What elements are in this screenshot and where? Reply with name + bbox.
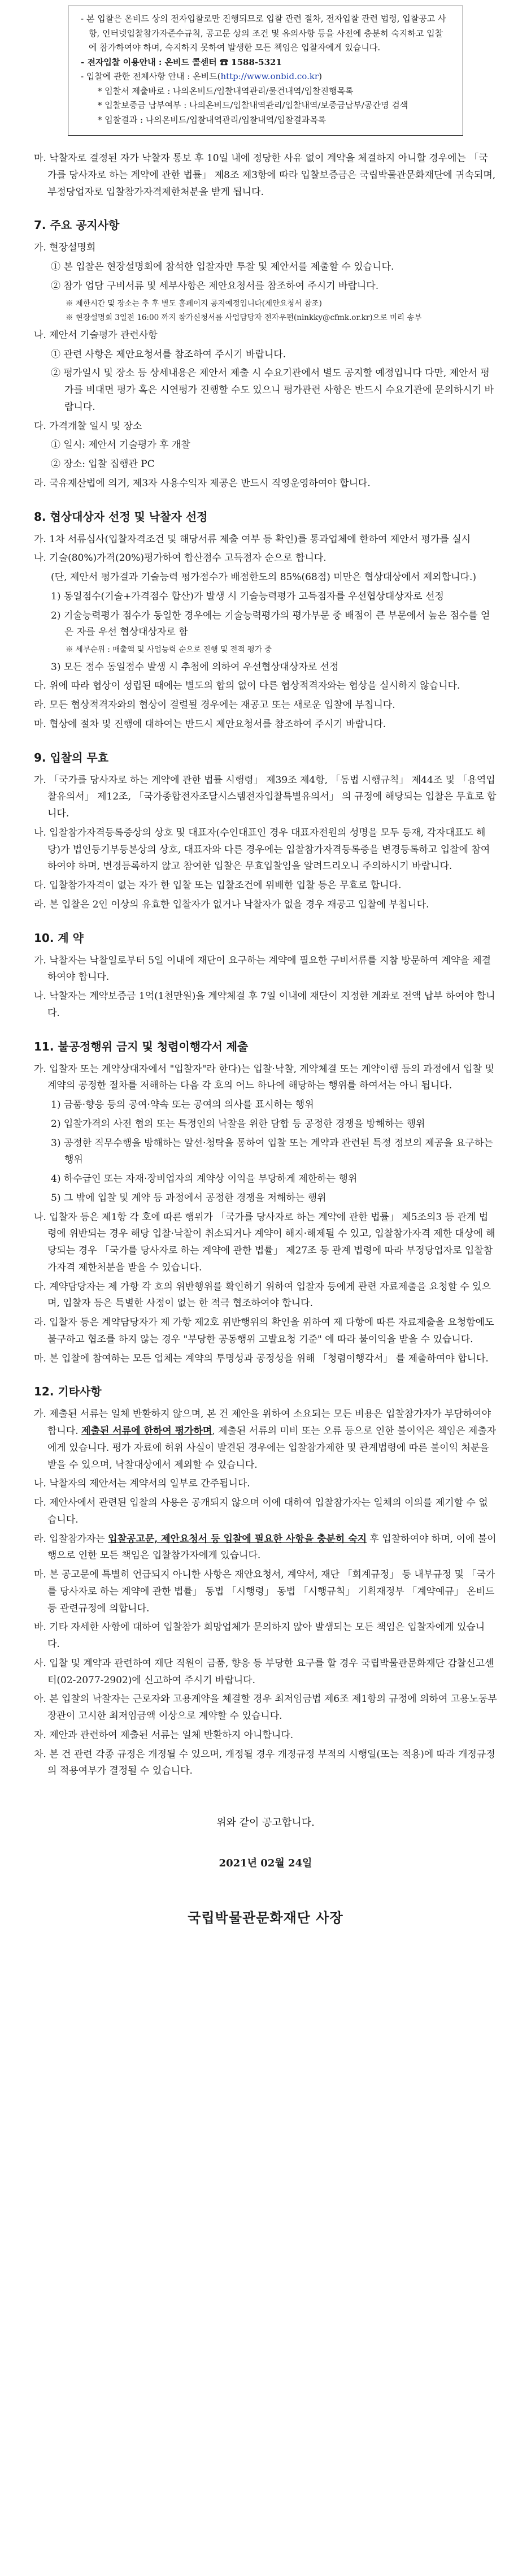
paragraph: 마. 낙찰자로 결정된 자가 낙찰자 통보 후 10일 내에 정당한 사유 없이 계약을 체결하지 아니할 경우에는 「국가를 당사자로 하는 계약에 관한 법률」 제8조 제3항에 따라 입찰보증금은 국립박물관문화재단에 귀속되며, 부정당업자로 입찰참가자격제한처분을 받게 됩니다.	[34, 153, 496, 198]
notice-sub-line: * 입찰결과 : 나의온비드/입찰내역관리/입찰내역/입찰결과목록	[98, 114, 327, 125]
paragraph: 가. 낙찰자는 낙찰일로부터 5일 이내에 재단이 요구하는 계약에 필요한 구비서류를 지참 방문하여 계약을 체결하여야 합니다.	[34, 954, 491, 983]
note: ※ 제한시간 및 장소는 추 후 별도 홈페이지 공지예정입니다(제안요청서 참조)	[66, 299, 322, 308]
paragraph: ① 관련 사항은 제안요청서를 참조하여 주시기 바랍니다.	[51, 348, 286, 360]
paragraph: 마. 본 입찰에 참여하는 모든 업체는 계약의 투명성과 공정성을 위해 「청렴이행각서」 를 제출하여야 합니다.	[34, 1352, 489, 1364]
paragraph: 라. 모든 협상적격자와의 협상이 결렬될 경우에는 재공고 또는 새로운 입찰에 부칩니다.	[34, 699, 395, 711]
paragraph: 2) 입찰가격의 사전 협의 또는 특정인의 낙찰을 위한 담합 등 공정한 경쟁을 방해하는 행위	[51, 1118, 425, 1130]
paragraph: 1) 동일점수(기술+가격점수 합산)가 발생 시 기술능력평가 고득점자를 우선협상대상자로 선정	[51, 590, 444, 602]
paragraph: 마. 본 공고문에 특별히 언급되지 아니한 사항은 재안요청서, 계약서, 재단 「회계규정」 등 내부규정 및 「국가를 당사자로 하는 계약에 관한 법률」 동법 「시행령」 동법 「시행규칙」 기획재정부 「계약예규」 온비드 등 관련규정에 의합니다.	[34, 1569, 495, 1614]
paragraph: 나. 기술(80%)가격(20%)평가하여 합산점수 고득점자 순으로 합니다.	[34, 552, 327, 564]
text-run: 후 입찰하여야 하며, 이에 불이행으로 인한 모든 책임은 입찰참가자에게 있습니다.	[47, 1533, 497, 1562]
paragraph: 가. 현장설명회	[34, 242, 96, 254]
paragraph	[34, 1531, 497, 1565]
closing-statement: 위와 같이 공고합니다.	[216, 1817, 315, 1829]
paragraph: ① 일시: 제안서 기술평가 후 개찰	[51, 439, 190, 451]
paragraph: 1) 금품·향응 등의 공여·약속 또는 공여의 의사를 표시하는 행위	[51, 1099, 314, 1111]
paragraph: 나. 낙찰자의 제안서는 계약서의 일부로 간주됩니다.	[34, 1478, 250, 1490]
paragraph: 다. 계약담당자는 제 가항 각 호의 위반행위를 확인하기 위하여 입찰자 등에게 관련 자료제출을 요청할 수 있으며, 입찰자 등은 특별한 사정이 없는 한 적극 협조하여야 합니다.	[34, 1281, 491, 1309]
paragraph: 가. 입찰자 또는 계약상대자에서 "입찰자"라 한다)는 입찰·낙찰, 계약체결 또는 계약이행 등의 과정에서 입찰 및 계약의 공정한 절차를 저해하는 다음 각 호의 어느 하나에 해당하는 행위를 하여서는 아니 됩니다.	[34, 1063, 494, 1092]
paragraph: 나. 입찰참가자격등록증상의 상호 및 대표자(수인대표인 경우 대표자전원의 성명을 모두 등재, 각자대표도 해당)가 법인등기부등본상의 상호, 대표자와 다른 경우에는 입찰참가자격등록증을 변경등록하고 입찰에 참여하여야 하며, 변경등록하지 않고 참여한 입찰은 무효입찰임을 알려드리오니 주의하시기 바랍니다.	[34, 827, 490, 872]
paragraph: 나. 입찰자 등은 제1항 각 호에 따른 행위가 「국가를 당사자로 하는 계약에 관한 법률」 제5조의3 등 관계 법령에 위반되는 경우 해당 입찰·낙찰이 취소되거나 계약이 해지·해제될 수 있고, 입찰참가자격 제한 대상에 해당되는 경우 「국가를 당사자로 하는 계약에 관한 법률」 제27조 등 관계 법령에 따라 부정당업자로 입찰참가자격 제한처분을 받을 수 있습니다.	[34, 1211, 495, 1273]
section-title: 7. 주요 공지사항	[34, 218, 120, 232]
onbid-link[interactable]: http://www.onbid.co.kr	[220, 71, 319, 81]
paragraph: (단, 제안서 평가결과 기술능력 평가점수가 배점한도의 85%(68점) 미만은 협상대상에서 제외합니다.)	[51, 572, 477, 583]
paragraph: 다. 제안사에서 관련된 입찰의 사용은 공개되지 않으며 이에 대하여 입찰참가자는 일체의 이의를 제기할 수 없습니다.	[34, 1497, 488, 1525]
paragraph: 2) 기술능력평가 점수가 동일한 경우에는 기술능력평가의 평가부문 중 배점이 큰 부문에서 높은 점수를 얻은 자를 우선 협상대상자로 함	[51, 610, 490, 638]
section-title: 11. 불공정행위 금지 및 청렴이행각서 제출	[34, 1039, 249, 1053]
section-title: 9. 입찰의 무효	[34, 750, 109, 764]
paragraph: 다. 위에 따라 협상이 성립된 때에는 별도의 합의 없이 다른 협상적격자와는 협상을 실시하지 않습니다.	[34, 680, 460, 692]
paragraph: 아. 본 입찰의 낙찰자는 근로자와 고용계약을 체결할 경우 최저임금법 제6조 제1항의 규정에 의하여 고용노동부 장관이 고시한 최저임금액 이상으로 계약할 수 있습니다.	[34, 1693, 497, 1722]
signer-title: 국립박물관문화재단 사장	[188, 1909, 343, 1926]
paragraph: 가. 1차 서류심사(입찰자격조건 및 해당서류 제출 여부 등 확인)를 통과업체에 한하여 제안서 평가를 실시	[34, 533, 471, 545]
notice-date: 2021년 02월 24일	[219, 1857, 312, 1869]
paragraph: 다. 가격개찰 일시 및 장소	[34, 420, 142, 432]
notice-line-onbid-text: - 입찰에 관한 전체사항 안내 : 온비드(	[81, 71, 221, 81]
emphasis-text: 제출된 서류에 한하여 평가하며	[81, 1425, 212, 1437]
notice-line-onbid-end: )	[319, 71, 322, 81]
paragraph: ② 평가일시 및 장소 등 상세내용은 제안서 제출 시 수요기관에서 별도 공지할 예정입니다 다만, 제안서 평가를 비대면 평가 혹은 시연평가 진행할 수도 있으니 평가관련 사항은 반드시 수요기관에 문의하시기 바랍니다.	[51, 368, 494, 413]
paragraph: ② 참가 업담 구비서류 및 세부사항은 제안요청서를 참조하여 주시기 바랍니다.	[51, 280, 379, 292]
paragraph: 가. 「국가를 당사자로 하는 계약에 관한 법률 시행령」 제39조 제4항, 「동법 시행규칙」 제44조 및 「용역입찰유의서」 제12조, 「국가종합전자조달시스템전자입찰특별유의서」 의 규정에 해당되는 입찰은 무효로 합니다.	[34, 774, 497, 820]
notice-line: - 본 입찰은 온비드 상의 전자입찰로만 진행되므로 입찰 관련 절차, 전자입찰 관련 법령, 입찰공고 사항, 인터넷입찰참가자준수규칙, 공고문 상의 조건 및 유의사항 등을 사전에 충분히 숙지하고 입찰에 참가하여야 하며, 숙지하지 못하여 발생한 모든 책임은 입찰자에게 있습니다.	[81, 14, 446, 53]
paragraph: 3) 모든 점수 동일점수 발생 시 추첨에 의하여 우선협상대상자로 선정	[51, 661, 339, 673]
section-title: 8. 협상대상자 선정 및 낙찰자 선정	[34, 509, 208, 524]
paragraph: 라. 본 입찰은 2인 이상의 유효한 입찰자가 없거나 낙찰자가 없을 경우 재공고 입찰에 부칩니다.	[34, 898, 429, 910]
notice-sub-line: * 입찰보증금 납부여부 : 나의온비드/입찰내역관리/입찰내역/보증금납부/공간명 검색	[98, 100, 408, 110]
note: ※ 현장설명회 3일전 16:00 까지 참가신청서를 사업담당자 전자우편(ninkky@cfmk.or.kr)으로 미리 송부	[66, 313, 422, 323]
paragraph: ② 장소: 입찰 집행관 PC	[51, 459, 155, 470]
paragraph: 3) 공정한 직무수행을 방해하는 알선·청탁을 통하여 입찰 또는 계약과 관련된 특정 정보의 제공을 요구하는 행위	[51, 1137, 493, 1166]
onbid-notice-box	[68, 6, 463, 136]
section-title: 10. 계 약	[34, 931, 84, 945]
paragraph: 나. 낙찰자는 계약보증금 1억(1천만원)을 계약체결 후 7일 이내에 재단이 지정한 계좌로 전액 납부 하여야 합니다.	[34, 991, 495, 1019]
notice-sub-line: * 입찰서 제출바로 : 나의온비드/입찰내역관리/물건내역/입찰진행목록	[98, 85, 354, 96]
paragraph: 자. 제안과 관련하여 제출된 서류는 일체 반환하지 아니합니다.	[34, 1729, 294, 1741]
paragraph: 4) 하수급인 또는 자재·장비업자의 계약상 이익을 부당하게 제한하는 행위	[51, 1173, 358, 1185]
paragraph: 라. 국유재산법에 의거, 제3자 사용수익자 제공은 반드시 직영운영하여야 합니다.	[34, 477, 371, 489]
paragraph	[34, 1406, 497, 1473]
notice-line-onbid	[81, 70, 450, 84]
section-title: 12. 기타사항	[34, 1385, 102, 1399]
paragraph: 바. 기타 자세한 사항에 대하여 입찰참가 희망업체가 문의하지 않아 발생되는 모든 책임은 입찰자에게 있습니다.	[34, 1622, 485, 1650]
paragraph: 마. 협상에 절차 및 진행에 대하여는 반드시 제안요청서를 참조하여 주시기 바랍니다.	[34, 718, 386, 730]
paragraph: 라. 입찰자 등은 계약담당자가 제 가항 제2호 위반행위의 확인을 위하여 제 다항에 따른 자료제출을 요청함에도 불구하고 협조를 하지 않는 경우 "부당한 공동행위 고발요청 기준" 에 따라 불이익을 받을 수 있습니다.	[34, 1317, 494, 1345]
paragraph: 나. 제안서 기술평가 관련사항	[34, 329, 158, 341]
text-run: 가. 제출된 서류는 일체 반환하지 않으며, 본 건 제안을 위하여 소요되는 모든 비용은 입찰참가자가 부담하여야 합니다.	[34, 1408, 491, 1437]
notice-line-helpdesk: - 전자입찰 이용안내 : 온비드 콜센터 ☎ 1588-5321	[81, 57, 282, 67]
emphasis-text: 입찰공고문, 제안요청서 등 입찰에 필요한 사항을 충분히 숙지	[108, 1533, 367, 1545]
paragraph: 차. 본 건 관련 각종 규정은 개정될 수 있으며, 개정될 경우 개정규정 부적의 시행일(또는 적용)에 따라 개정규정의 적용여부가 결정될 수 있습니다.	[34, 1748, 495, 1777]
paragraph: ① 본 입찰은 현장설명회에 참석한 입찰자만 투찰 및 제안서를 제출할 수 있습니다.	[51, 261, 394, 273]
paragraph: 사. 입찰 및 계약과 관련하여 재단 직원이 금품, 향응 등 부당한 요구를 할 경우 국립박물관문화재단 감찰신고센터(02-2077-2902)에 신고하여 주시기 바랍니다.	[34, 1657, 494, 1686]
paragraph: 다. 입찰참가자격이 없는 자가 한 입찰 또는 입찰조건에 위배한 입찰 등은 무효로 합니다.	[34, 880, 402, 892]
note: ※ 세부순위 : 매출액 및 사업능력 순으로 진행 및 전적 평가 중	[66, 645, 272, 654]
text-run: , 제출된 서류의 미비 또는 오류 등으로 인한 불이익은 책임은 제출자에게 있습니다. 평가 자료에 허위 사실이 발견된 경우에는 입찰참가제한 및 관계법령에 따른 불이익 처분을 받을 수 있으며, 낙찰대상에서 제외할 수 있습니다.	[47, 1425, 497, 1471]
paragraph: 5) 그 밖에 입찰 및 계약 등 과정에서 공정한 경쟁을 저해하는 행위	[51, 1192, 327, 1204]
text-run: 라. 입찰참가자는	[34, 1533, 108, 1545]
